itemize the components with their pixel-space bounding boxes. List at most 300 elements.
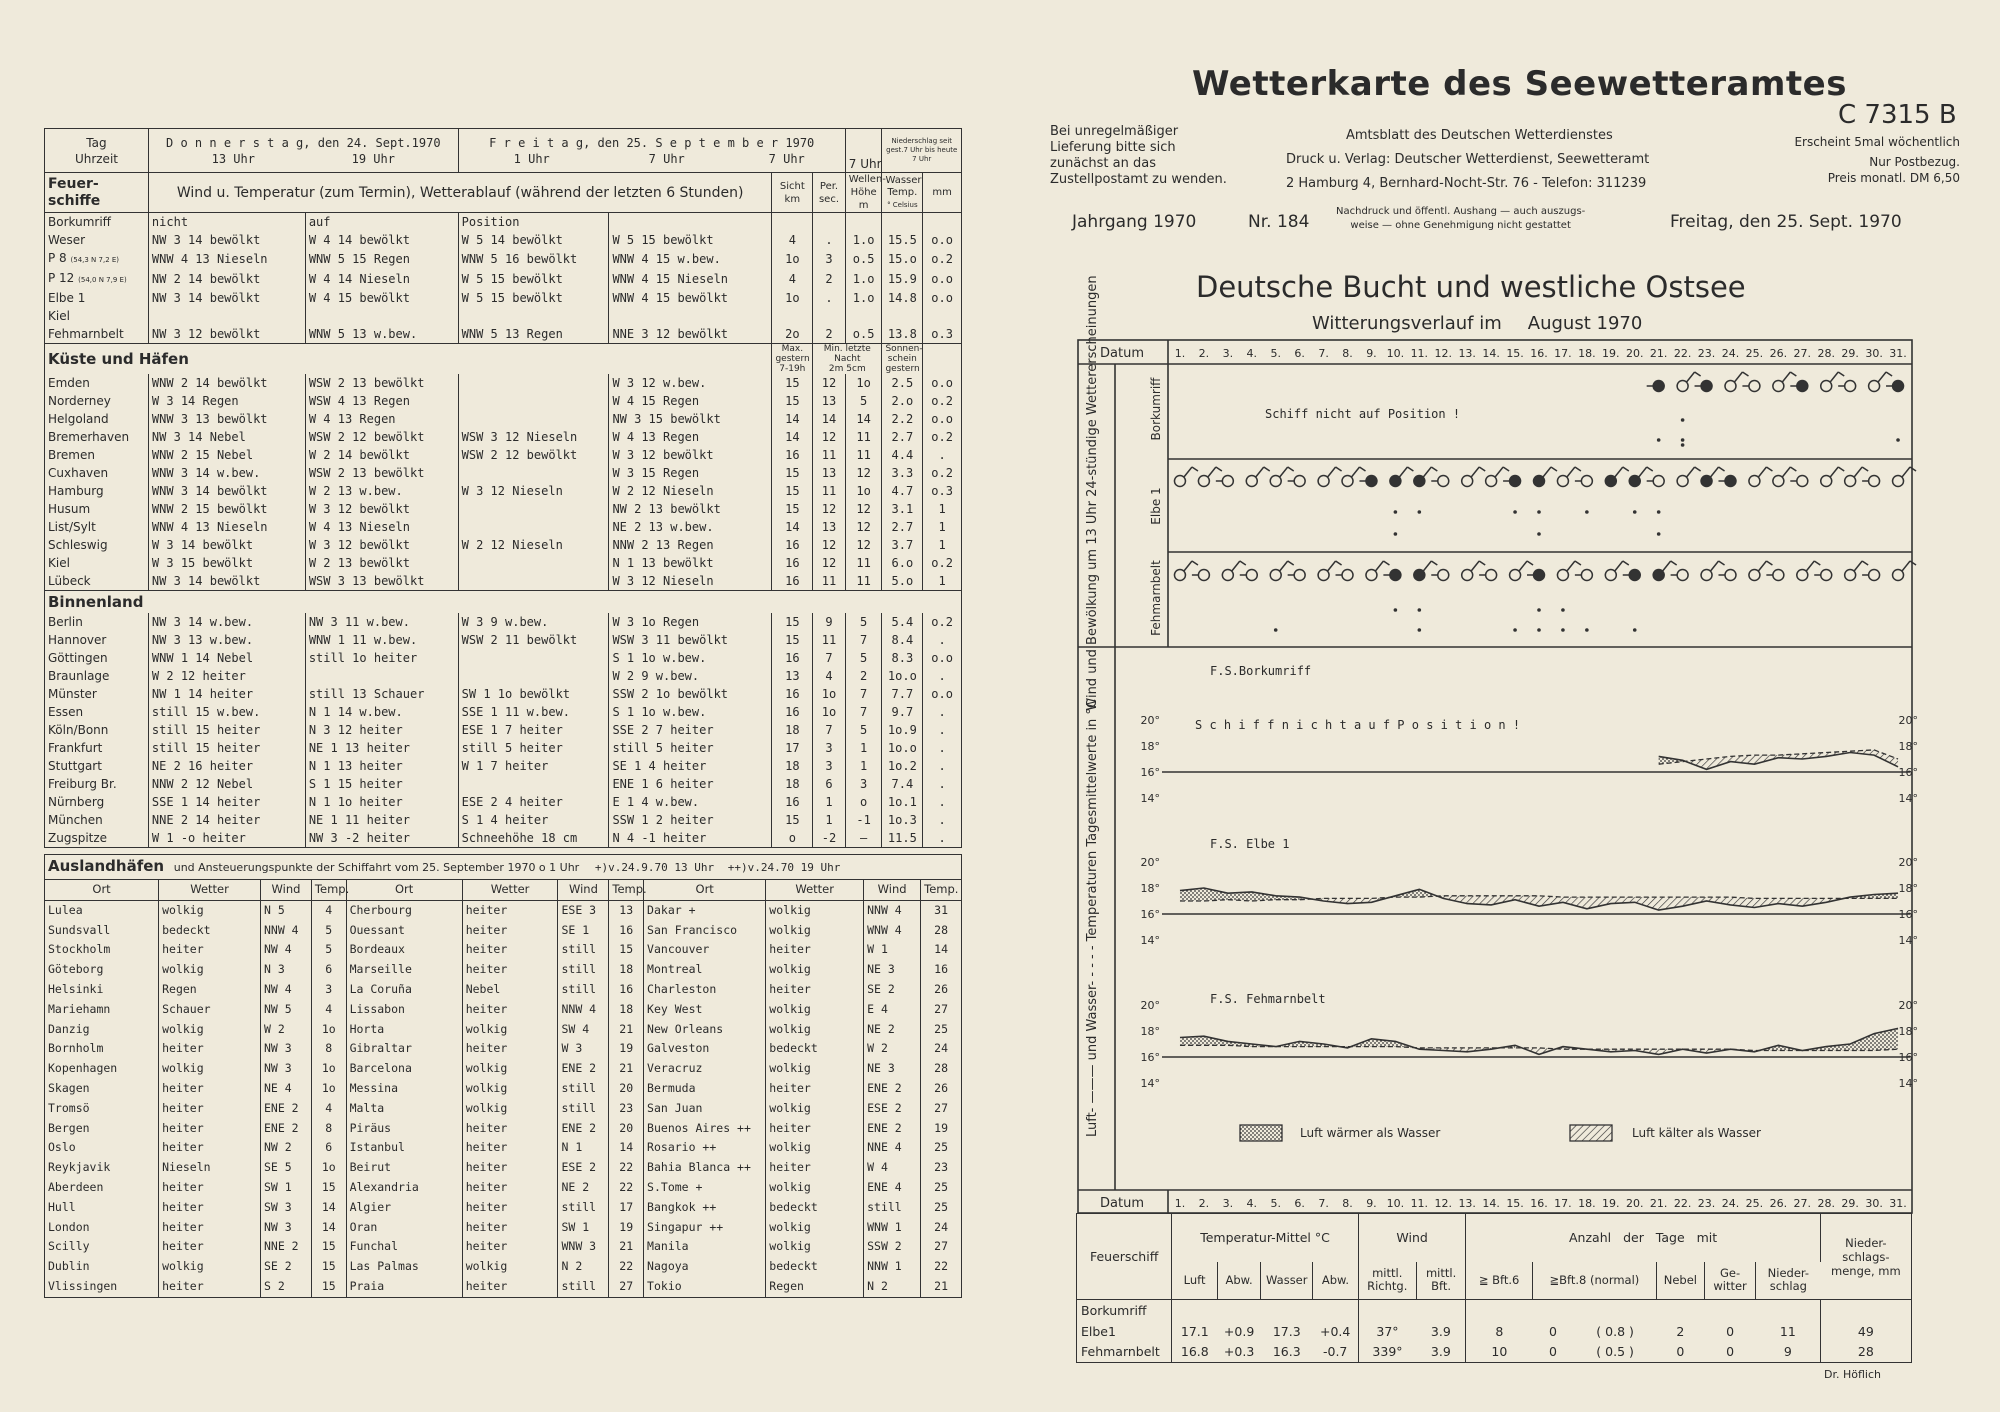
foreign-cell: 26 (921, 1079, 962, 1099)
hohe-value: o.5 (852, 252, 875, 266)
val-cell (923, 775, 962, 793)
day-tick-label: 15. (1506, 347, 1524, 360)
day-tick-label: 12. (1434, 1197, 1453, 1210)
station-symbol (1653, 381, 1664, 392)
val-cell (772, 811, 813, 829)
borkum-notice: Schiff nicht auf Position ! (1265, 407, 1461, 421)
precip-dot (1418, 628, 1422, 632)
station-cell (45, 428, 149, 446)
wasser-value: 14.8 (887, 291, 917, 305)
val-cell (923, 667, 962, 685)
foreign-cell: NE 4 (260, 1079, 311, 1099)
precip-dot (1394, 608, 1398, 612)
station-cell (45, 325, 149, 344)
foreign-cell: bedeckt (766, 1198, 864, 1218)
obs-7: NNE 3 12 bewölkt (612, 327, 729, 341)
sicht-value: 4 (788, 272, 796, 286)
sonne-value: 4.7 (891, 484, 914, 498)
foreign-cell: heiter (462, 1000, 558, 1020)
water-temp-line (1180, 896, 1898, 901)
station-symbol (1366, 476, 1377, 487)
cold-area (1539, 896, 1563, 906)
ylabel-top: Wind und Bewölkung um 13 Uhr 24-stündige Wettererscheinungen (1085, 275, 1100, 711)
foreign-cell: W 2 (864, 1039, 921, 1059)
foreign-cell: SSW 2 (864, 1237, 921, 1257)
obs-19: NW 3 11 w.bew. (308, 615, 410, 629)
station-symbol (1270, 570, 1281, 581)
summary-cell: ( 0.5 ) (1596, 1344, 1634, 1360)
summary-cell: Elbe1 (1077, 1321, 1172, 1342)
binnen-header: Binnenland (45, 591, 962, 614)
val-cell (845, 482, 882, 500)
station-cell (45, 667, 149, 685)
foreign-cell: NNE 2 (260, 1237, 311, 1257)
min5cm-value: — (860, 831, 868, 845)
val-cell (772, 631, 813, 649)
summary-cell (1261, 1300, 1313, 1321)
foreign-cell: heiter (159, 1178, 261, 1198)
summary-cell: 17.1 (1180, 1323, 1209, 1339)
wind-barb (1264, 467, 1270, 471)
wind-barb (1575, 561, 1581, 565)
foreign-cell: ENE 2 (260, 1099, 311, 1119)
foreign-cell: W 4 (864, 1158, 921, 1178)
warm-area (1252, 892, 1276, 901)
summary-cell (1358, 1300, 1416, 1321)
sum-body (1077, 1300, 1912, 1363)
obs-cell (458, 685, 609, 703)
warm-area (1395, 889, 1419, 897)
table-row (45, 775, 962, 793)
station-name: Emden (48, 376, 90, 390)
day-tick-label: 4. (1246, 347, 1258, 360)
day-tick-label: 2. (1198, 1197, 1210, 1210)
sonne-value: 3.1 (891, 502, 914, 516)
day-tick-label: 17. (1554, 1197, 1572, 1210)
foreign-cell: heiter (159, 1099, 261, 1119)
wind-barb (1216, 467, 1222, 471)
foreign-cell: ENE 2 (864, 1079, 921, 1099)
station-symbol (1318, 476, 1329, 487)
obs-cell (148, 829, 305, 848)
obs-7: W 3 1o Regen (612, 615, 700, 629)
wind-barb (1671, 561, 1677, 565)
obs-cell (609, 518, 772, 536)
val-cell (845, 721, 882, 739)
obs-7: NW 3 15 bewölkt (612, 412, 721, 426)
obs-cell (148, 703, 305, 721)
obs-cell (148, 392, 305, 410)
wind-barb (1719, 467, 1725, 471)
sonne-value: 2.7 (891, 430, 914, 444)
table-row (45, 1198, 962, 1218)
table-row (45, 374, 962, 392)
sonne-value: 5.o (891, 574, 914, 588)
warm-area (1228, 1041, 1252, 1046)
obs-7: SSW 1 2 heiter (612, 813, 714, 827)
obs-1: W 5 15 bewölkt (461, 272, 563, 286)
inland-body (45, 613, 962, 848)
station-symbol (1725, 381, 1736, 392)
foreign-cell: 31 (921, 900, 962, 920)
feuerschiffe-header: Feuer-schiffe (45, 173, 149, 213)
wind-barb (1399, 467, 1407, 477)
foreign-col-header: Temp. (311, 880, 346, 901)
station-symbol (1701, 381, 1712, 392)
table-row (45, 1178, 962, 1198)
summary-cell (1172, 1300, 1218, 1321)
val-cell (882, 703, 923, 721)
wind-barb (1719, 561, 1725, 565)
obs-cell (609, 500, 772, 518)
val-cell (772, 757, 813, 775)
water-temp-line (1180, 1045, 1898, 1050)
foreign-cell: 25 (921, 1020, 962, 1040)
foreign-cell: still (558, 940, 609, 960)
foreign-col-header: Ort (346, 880, 462, 901)
day-tick-label: 24. (1721, 347, 1740, 360)
obs-cell (148, 249, 305, 269)
table-row (45, 428, 962, 446)
obs-1: W 2 12 Nieseln (461, 538, 563, 552)
cold-area (1443, 896, 1467, 904)
obs-cell (458, 307, 609, 325)
obs-cell (148, 374, 305, 392)
foreign-cell: 5 (311, 940, 346, 960)
station-cell (45, 536, 149, 554)
summary-cell (1574, 1300, 1657, 1321)
summary-cell: ( 0.8 ) (1596, 1323, 1634, 1339)
val-cell (772, 482, 813, 500)
max-value: 15 (785, 615, 800, 629)
val-cell (813, 325, 846, 344)
table-row (45, 325, 962, 344)
station-symbol (1893, 381, 1904, 392)
obs-cell (148, 307, 305, 325)
station-name: Nürnberg (48, 795, 105, 809)
obs-13: NNW 2 12 Nebel (151, 777, 254, 791)
foreign-cell: ESE 2 (558, 1158, 609, 1178)
foreign-col-header: Wetter (766, 880, 864, 901)
obs-13: NE 2 16 heiter (151, 759, 254, 773)
val-cell (845, 392, 882, 410)
obs-7: WNW 4 15 Nieseln (612, 272, 729, 286)
sonne-value: 2.7 (891, 520, 914, 534)
legend-warm-swatch (1240, 1125, 1282, 1141)
obs-7: SSE 2 7 heiter (612, 723, 714, 737)
station-cell (45, 811, 149, 829)
foreign-title: Auslandhäfen (48, 857, 165, 875)
foreign-cell: Skagen (48, 1080, 90, 1095)
foreign-cell: bedeckt (159, 921, 261, 941)
precip-dot (1681, 438, 1685, 442)
foreign-cell: SW 3 (260, 1198, 311, 1218)
obs-19: WNW 5 15 Regen (308, 252, 410, 266)
obs-13: NW 3 12 bewölkt (151, 327, 261, 341)
obs-7: W 3 12 w.bew. (612, 376, 707, 390)
station-symbol (1581, 476, 1592, 487)
max-value: 18 (785, 759, 800, 773)
obs-13: NW 2 14 bewölkt (151, 272, 261, 286)
foreign-cell: still (864, 1198, 921, 1218)
foreign-cell: NNE 4 (864, 1138, 921, 1158)
station-position: (54,3 N 7,2 E) (70, 256, 120, 264)
summary-cell: +0.4 (1313, 1321, 1359, 1342)
temp-tick-label: 14° (1898, 792, 1918, 805)
max-value: 16 (785, 705, 800, 719)
foreign-col-header: Temp. (609, 880, 644, 901)
obs-cell (458, 392, 609, 410)
precip-dot (1657, 510, 1661, 514)
val-cell (845, 269, 882, 289)
obs-1: ESE 2 4 heiter (461, 795, 563, 809)
day-tick-label: 3. (1222, 347, 1234, 360)
station-symbol (1246, 570, 1257, 581)
foreign-cell: 16 (609, 921, 644, 941)
precip-dot (1537, 510, 1541, 514)
nieder-value: o.o (931, 233, 953, 247)
val-cell (845, 428, 882, 446)
obs-13: WNW 3 13 bewölkt (151, 412, 268, 426)
table-row (45, 464, 962, 482)
val-cell (813, 703, 846, 721)
foreign-cell: ESE 2 (864, 1099, 921, 1119)
cold-area (1826, 897, 1850, 902)
obs-cell (609, 572, 772, 591)
obs-13: nicht (151, 215, 189, 229)
jahrgang: Jahrgang 1970 (1072, 212, 1197, 232)
obs-19: W 2 13 bewölkt (308, 556, 410, 570)
foreign-cell: wolkig (462, 1257, 558, 1277)
time-1: 1 Uhr (513, 151, 550, 166)
foreign-cell: Dakar + (644, 900, 766, 920)
max-value: 16 (785, 574, 800, 588)
min2m-value: 1o (821, 705, 837, 719)
obs-cell (148, 793, 305, 811)
val-cell (882, 757, 923, 775)
obs-cell (305, 757, 458, 775)
foreign-cell: Horta (346, 1020, 462, 1040)
val-cell (882, 721, 923, 739)
station-name: Frankfurt (48, 741, 103, 755)
per-value: 2 (825, 272, 833, 286)
station-symbol (1270, 476, 1281, 487)
obs-cell (458, 829, 609, 848)
summary-cell: 0 (1548, 1344, 1557, 1360)
cold-area (1443, 1048, 1467, 1052)
table-row (45, 536, 962, 554)
val-cell (923, 231, 962, 249)
km-label: km (784, 193, 801, 205)
foreign-col-header: Ort (644, 880, 766, 901)
val-cell (772, 446, 813, 464)
obs-19: W 4 15 bewölkt (308, 291, 410, 305)
table-row (45, 554, 962, 572)
foreign-cell: NE 3 (864, 1059, 921, 1079)
day-tick-label: 8. (1342, 1197, 1353, 1210)
nieder-value: o.3 (931, 484, 953, 498)
obs-cell (458, 572, 609, 591)
obs-7: ENE 1 6 heiter (612, 777, 714, 791)
obs-cell (458, 482, 609, 500)
cold-area (1730, 755, 1754, 764)
day-tick-label: 3. (1222, 1197, 1234, 1210)
val-cell (772, 829, 813, 848)
obs-cell (609, 536, 772, 554)
foreign-cell: heiter (462, 900, 558, 920)
val-cell (923, 482, 962, 500)
strip-label: Borkumriff (1149, 377, 1163, 441)
cold-area (1754, 755, 1778, 764)
warm-area (1419, 889, 1443, 898)
nieder-value: . (938, 831, 946, 845)
station-name: Husum (48, 502, 91, 516)
wind-barb (1766, 467, 1772, 471)
obs-cell (148, 289, 305, 307)
val-cell (772, 410, 813, 428)
summary-cell: 28 (1857, 1344, 1874, 1360)
nieder-value: o.o (931, 272, 953, 286)
foreign-cell: Gibraltar (346, 1039, 462, 1059)
day-tick-label: 16. (1530, 347, 1548, 360)
foreign-cell: 17 (609, 1198, 644, 1218)
max-value: 14 (785, 430, 800, 444)
foreign-cell: Charleston (644, 980, 766, 1000)
val-cell (772, 213, 813, 232)
temp-tick-label: 20° (1898, 856, 1918, 869)
day-tick-label: 13. (1458, 347, 1476, 360)
foreign-cell: wolkig (159, 900, 261, 920)
table-row (45, 649, 962, 667)
sicht-value: 1o (785, 291, 800, 305)
foreign-cell: Tokio (644, 1277, 766, 1297)
temp-tick-label: 16° (1140, 908, 1160, 921)
hohe-value: o.5 (852, 327, 875, 341)
publisher-note: Amtsblatt des Deutschen Wetterdienstes Druck u. Verlag: Deutscher Wetterdienst, Seewetteramt 2 Hamburg 4, Bernhard-Nocht-Str. 76 - Telefon: 311239 (1286, 128, 1650, 191)
foreign-cell: wolkig (766, 960, 864, 980)
wind-barb (1782, 372, 1790, 382)
day-tick-label: 18. (1578, 347, 1596, 360)
table-row (45, 1079, 962, 1099)
station-name: München (48, 813, 103, 827)
foreign-cell: 16 (609, 980, 644, 1000)
obs-1: W 3 12 Nieseln (461, 484, 563, 498)
foreign-cell: wolkig (159, 1059, 261, 1079)
obs-7: W 3 12 bewölkt (612, 448, 714, 462)
obs-1: S 1 4 heiter (461, 813, 549, 827)
foreign-cell: Messina (346, 1079, 462, 1099)
val-cell (813, 231, 846, 249)
val-cell (923, 536, 962, 554)
max-value: 18 (785, 723, 800, 737)
warm-area (1348, 1039, 1372, 1048)
foreign-cell: 8 (311, 1119, 346, 1139)
foreign-cell: still (558, 980, 609, 1000)
val-cell (772, 500, 813, 518)
foreign-cell: bedeckt (766, 1257, 864, 1277)
obs-19: still 13 Schauer (308, 687, 425, 701)
nieder-value: o.o (931, 412, 953, 426)
page-title: Wetterkarte des Seewetteramtes (1192, 64, 1847, 104)
wind-barb (1288, 561, 1294, 565)
foreign-cell: 27 (921, 1000, 962, 1020)
obs-cell (458, 536, 609, 554)
station-name: Göttingen (48, 651, 108, 665)
foreign-cell: 19 (609, 1218, 644, 1238)
summary-cell: 3.9 (1416, 1342, 1466, 1363)
table-row (45, 721, 962, 739)
obs-cell (609, 554, 772, 572)
obs-cell (609, 374, 772, 392)
foreign-cell: 20 (609, 1119, 644, 1139)
obs-cell (609, 757, 772, 775)
obs-19: N 1 13 heiter (308, 759, 403, 773)
foreign-cell: wolkig (766, 1059, 864, 1079)
station-cell (45, 703, 149, 721)
val-cell (772, 307, 813, 325)
min2m-value: 1 (825, 813, 833, 827)
temp-tick-label: 18° (1140, 740, 1160, 753)
obs-7: WNW 4 15 bewölkt (612, 291, 729, 305)
val-cell (882, 739, 923, 757)
val-cell (772, 613, 813, 631)
warm-area (1874, 893, 1898, 898)
wind-barb (1383, 561, 1389, 565)
table-row (45, 703, 962, 721)
wind-barb (1623, 561, 1629, 565)
wind-barb (1623, 467, 1629, 471)
sum-subheader: Nebel (1657, 1262, 1705, 1300)
station-symbol (1414, 570, 1425, 581)
station-name: Kiel (48, 309, 70, 323)
warm-area (1659, 756, 1683, 764)
max-value: 14 (785, 520, 800, 534)
obs-13: SSE 1 14 heiter (151, 795, 261, 809)
obs-cell (305, 392, 458, 410)
obs-cell (458, 231, 609, 249)
foreign-cell: heiter (766, 940, 864, 960)
obs-cell (148, 536, 305, 554)
day-tick-label: 31. (1889, 1197, 1907, 1210)
obs-cell (305, 685, 458, 703)
foreign-cell: 22 (609, 1178, 644, 1198)
station-cell (45, 374, 149, 392)
min2m-value: 1o (821, 687, 837, 701)
obs-13: W 3 14 Regen (151, 394, 239, 408)
station-symbol (1390, 476, 1401, 487)
val-cell (923, 410, 962, 428)
val-cell (813, 410, 846, 428)
foreign-cell: Nieseln (159, 1158, 261, 1178)
cold-area (1300, 897, 1324, 901)
min2m-value: 12 (821, 538, 837, 552)
obs-cell (609, 464, 772, 482)
foreign-cell: Vancouver (644, 940, 766, 960)
station-symbol (1222, 570, 1233, 581)
min2m-value: 12 (821, 376, 837, 390)
station-symbol (1557, 476, 1568, 487)
max-value: 15 (785, 484, 800, 498)
foreign-cell: Kopenhagen (48, 1061, 118, 1076)
temp-tick-label: 20° (1140, 714, 1160, 727)
obs-cell (305, 446, 458, 464)
cold-area (1778, 754, 1802, 759)
summary-cell (1217, 1300, 1261, 1321)
station-name: Stuttgart (48, 759, 102, 773)
foreign-cell: wolkig (766, 1020, 864, 1040)
station-name: Helgoland (48, 412, 109, 426)
obs-cell (305, 213, 458, 232)
